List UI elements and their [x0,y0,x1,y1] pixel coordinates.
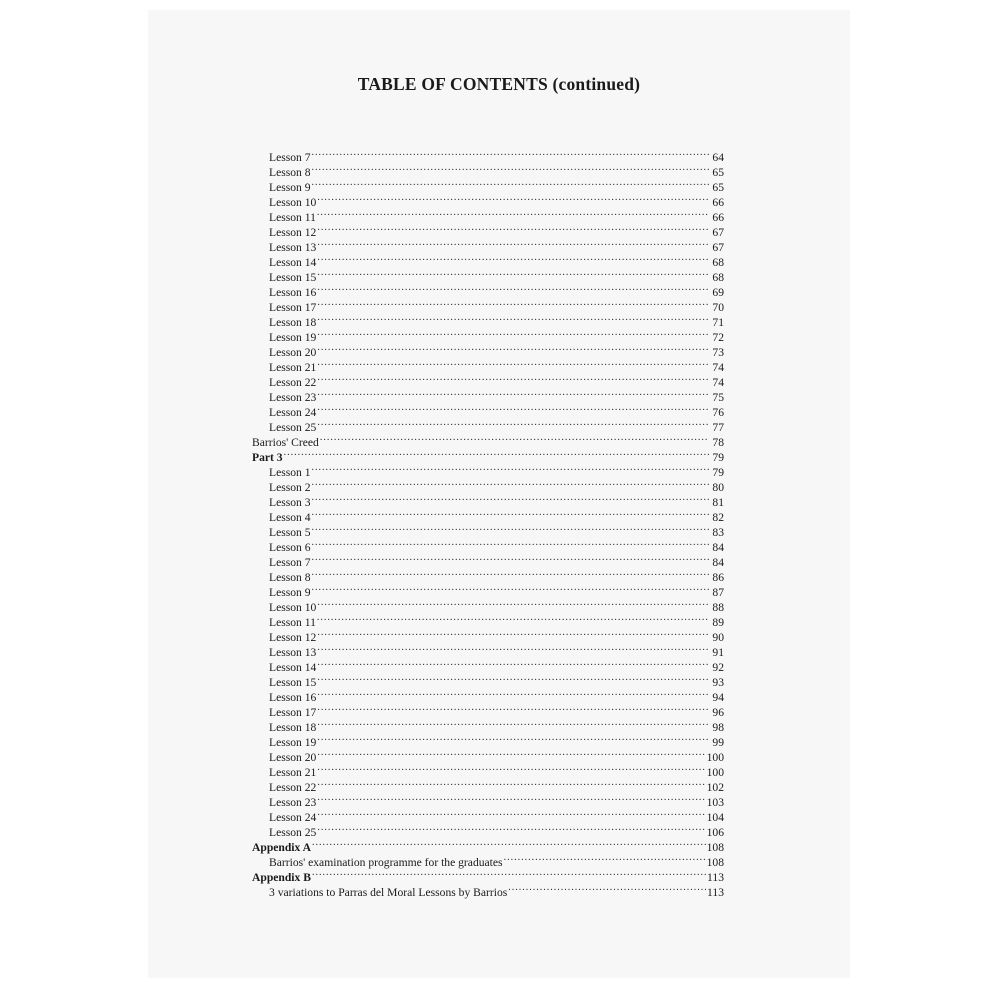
document-page [148,10,850,978]
toc-entry [252,341,724,359]
toc-entry [252,596,724,614]
dot-leader [317,716,709,731]
toc-entry-label: Lesson 15 [269,676,317,689]
dot-leader [317,236,709,251]
dot-leader [317,761,705,776]
toc-entry [252,761,724,779]
dot-leader [317,656,709,671]
toc-entry-page: 92 [712,661,724,674]
dot-leader [312,836,706,851]
toc-entry [252,416,724,434]
dot-leader [317,356,709,371]
toc-entry [252,476,724,494]
toc-entry [252,746,724,764]
toc-entry-label: Barrios' examination programme for the graduates [269,856,503,869]
toc-entry-page: 65 [712,166,724,179]
toc-entry-label: Lesson 12 [269,226,317,239]
toc-entry [252,671,724,689]
toc-entry-page: 67 [712,241,724,254]
toc-entry [252,701,724,719]
dot-leader [317,626,709,641]
dot-leader [312,491,709,506]
toc-entry-page: 98 [712,721,724,734]
toc-entry-label: Lesson 10 [269,601,317,614]
toc-entry-label: Barrios' Creed [252,436,319,449]
toc-entry-page: 77 [712,421,724,434]
toc-entry [252,866,724,884]
toc-entry-page: 69 [712,286,724,299]
dot-leader [317,251,709,266]
toc-entry-page: 91 [712,646,724,659]
toc-entry-label: Lesson 16 [269,691,317,704]
dot-leader [317,386,709,401]
toc-entry [252,191,724,209]
toc-entry-page: 104 [706,811,724,824]
dot-leader [312,161,709,176]
toc-entry-page: 99 [712,736,724,749]
toc-entry [252,641,724,659]
dot-leader [317,806,705,821]
toc-entry-label: Lesson 18 [269,316,317,329]
toc-entry-page: 87 [712,586,724,599]
dot-leader [312,521,709,536]
dot-leader [317,641,709,656]
dot-leader [317,686,709,701]
toc-entry-label: Lesson 14 [269,256,317,269]
toc-entry-page: 79 [712,451,724,464]
toc-entry-label: Appendix B [252,871,311,884]
toc-entry-page: 88 [712,601,724,614]
toc-entry-label: Lesson 25 [269,421,317,434]
dot-leader [317,296,709,311]
toc-entry-page: 108 [706,841,724,854]
toc-entry [252,716,724,734]
toc-entry [252,311,724,329]
toc-entry [252,626,724,644]
toc-entry-page: 67 [712,226,724,239]
toc-entry-label: Lesson 19 [269,736,317,749]
toc-entry-page: 76 [712,406,724,419]
toc-entry [252,836,724,854]
toc-entry-page: 72 [712,331,724,344]
dot-leader [317,206,709,221]
dot-leader [317,701,709,716]
dot-leader [284,446,709,461]
dot-leader [317,221,709,236]
toc-entry-page: 79 [712,466,724,479]
dot-leader [312,146,709,161]
toc-entry-page: 81 [712,496,724,509]
toc-entry-page: 103 [706,796,724,809]
toc-entry [252,521,724,539]
dot-leader [320,431,709,446]
toc-entry-page: 66 [712,211,724,224]
toc-entry-label: Lesson 11 [269,616,316,629]
toc-entry-page: 66 [712,196,724,209]
toc-entry [252,491,724,509]
toc-entry-label: Lesson 23 [269,391,317,404]
dot-leader [312,581,709,596]
toc-entry [252,146,724,164]
dot-leader [317,731,709,746]
dot-leader [312,866,706,881]
toc-entry [252,881,724,899]
toc-entry-page: 96 [712,706,724,719]
toc-entry [252,806,724,824]
toc-entry-page: 78 [712,436,724,449]
dot-leader [312,536,709,551]
toc-entry-page: 100 [706,766,724,779]
toc-entry-label: Lesson 17 [269,301,317,314]
toc-entry-label: Lesson 24 [269,811,317,824]
dot-leader [317,821,705,836]
toc-entry-page: 84 [712,556,724,569]
toc-entry [252,236,724,254]
dot-leader [317,416,709,431]
toc-entry-label: Lesson 8 [269,166,311,179]
toc-entry-label: Lesson 12 [269,631,317,644]
toc-entry-page: 75 [712,391,724,404]
toc-entry-label: Lesson 1 [269,466,311,479]
dot-leader [317,671,709,686]
dot-leader [317,611,709,626]
toc-entry [252,611,724,629]
toc-entry-label: Lesson 23 [269,796,317,809]
toc-entry-label: Lesson 14 [269,661,317,674]
dot-leader [508,881,706,896]
toc-entry [252,551,724,569]
toc-entry-page: 64 [712,151,724,164]
toc-entry-label: Lesson 24 [269,406,317,419]
toc-entry [252,251,724,269]
dot-leader [312,461,709,476]
toc-entry-page: 108 [706,856,724,869]
dot-leader [317,401,709,416]
toc-entry [252,356,724,374]
dot-leader [317,191,709,206]
toc-entry-page: 100 [706,751,724,764]
toc-entry-page: 65 [712,181,724,194]
toc-entry-page: 82 [712,511,724,524]
toc-entry-label: Lesson 7 [269,556,311,569]
toc-entry [252,371,724,389]
toc-entry-label: Lesson 15 [269,271,317,284]
toc-entry [252,851,724,869]
toc-entry-label: Lesson 2 [269,481,311,494]
toc-entry-label: Lesson 7 [269,151,311,164]
toc-entry [252,776,724,794]
toc-entry-label: Lesson 22 [269,376,317,389]
toc-entry-label: Lesson 9 [269,181,311,194]
toc-entry-label: Lesson 13 [269,646,317,659]
dot-leader [317,266,709,281]
toc-entry [252,506,724,524]
toc-entry-label: Lesson 21 [269,361,317,374]
toc-entry-page: 68 [712,271,724,284]
toc-entry-page: 106 [706,826,724,839]
toc-entry [252,536,724,554]
toc-entry [252,731,724,749]
toc-entry-label: Lesson 20 [269,751,317,764]
toc-entry [252,656,724,674]
toc-entry-label: Lesson 22 [269,781,317,794]
toc-entry [252,821,724,839]
toc-entry [252,281,724,299]
toc-entry-label: Lesson 18 [269,721,317,734]
dot-leader [312,176,709,191]
toc-entry-label: Lesson 19 [269,331,317,344]
dot-leader [317,311,709,326]
toc-entry [252,221,724,239]
toc-entry-label: Lesson 10 [269,196,317,209]
toc-entry-label: Lesson 17 [269,706,317,719]
toc-entry-label: Lesson 16 [269,286,317,299]
toc-entry-label: Lesson 20 [269,346,317,359]
toc-entry-page: 74 [712,376,724,389]
toc-entry [252,176,724,194]
toc-entry-page: 89 [712,616,724,629]
toc-entry-page: 80 [712,481,724,494]
toc-entry-page: 113 [707,871,724,884]
toc-entry-page: 113 [707,886,724,899]
toc-entry-label: Lesson 5 [269,526,311,539]
toc-entry [252,791,724,809]
toc-entry [252,461,724,479]
toc-entry-page: 102 [706,781,724,794]
toc-entry-page: 94 [712,691,724,704]
dot-leader [317,596,709,611]
toc-entry-label: Lesson 25 [269,826,317,839]
toc-entry-label: Part 3 [252,451,283,464]
dot-leader [317,326,709,341]
toc-entry [252,431,724,449]
dot-leader [317,341,709,356]
dot-leader [317,746,705,761]
toc-entry-label: Lesson 8 [269,571,311,584]
dot-leader [312,551,709,566]
toc-entry-label: Lesson 4 [269,511,311,524]
dot-leader [312,506,709,521]
toc-entry [252,566,724,584]
toc-entry-page: 83 [712,526,724,539]
toc-entry-label: Lesson 21 [269,766,317,779]
toc-entry-label: Lesson 9 [269,586,311,599]
table-of-contents [252,146,724,899]
toc-entry [252,206,724,224]
toc-entry-label: Lesson 11 [269,211,316,224]
dot-leader [504,851,706,866]
toc-entry [252,386,724,404]
toc-entry-page: 68 [712,256,724,269]
dot-leader [317,371,709,386]
dot-leader [312,566,709,581]
toc-entry-page: 73 [712,346,724,359]
toc-entry-page: 74 [712,361,724,374]
toc-entry [252,161,724,179]
toc-entry [252,686,724,704]
toc-entry [252,401,724,419]
toc-entry-label: Lesson 6 [269,541,311,554]
toc-entry-page: 70 [712,301,724,314]
toc-entry-label: 3 variations to Parras del Moral Lessons by Barrios [269,886,508,899]
page-title: TABLE OF CONTENTS (continued) [357,74,641,94]
toc-entry-page: 86 [712,571,724,584]
dot-leader [317,281,709,296]
toc-entry-label: Lesson 3 [269,496,311,509]
toc-entry [252,446,724,464]
toc-entry-page: 93 [712,676,724,689]
toc-entry [252,581,724,599]
toc-entry-page: 71 [712,316,724,329]
toc-entry-page: 84 [712,541,724,554]
toc-entry [252,296,724,314]
toc-entry-label: Lesson 13 [269,241,317,254]
toc-entry-page: 90 [712,631,724,644]
toc-entry [252,266,724,284]
dot-leader [312,476,709,491]
dot-leader [317,776,705,791]
dot-leader [317,791,705,806]
toc-entry [252,326,724,344]
toc-entry-label: Appendix A [252,841,311,854]
